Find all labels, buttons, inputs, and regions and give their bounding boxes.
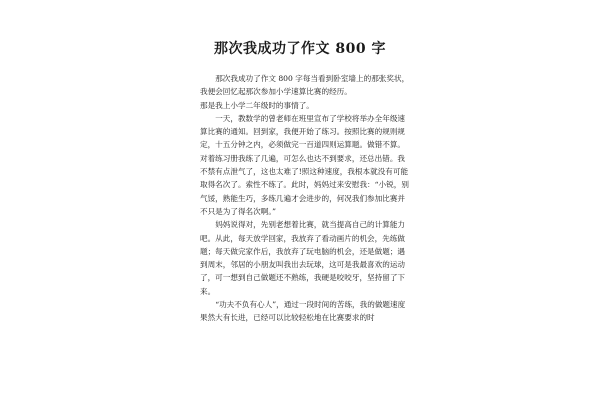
- paragraph: 妈妈说得对，先别老想着比赛，就当提高自己的计算能力吧。从此，每天放学回家，我放弃了看动画片的机会，先练做题；每天做完家作后，我放弃了玩电脑的机会，还是做题；遇到周末，邻居的小朋友叫我出去玩球，这可是我最喜欢的运动了，可一想到自己做题还不熟练，我硬是咬咬牙，坚持留了下来。: [200, 220, 406, 296]
- paragraph: 那是我上小学二年级时的事情了。: [200, 100, 314, 110]
- document-body: [200, 72, 410, 325]
- paragraph: “功夫不负有心人”，通过一段时间的苦练，我的做题速度果然大有长进，已经可以比较轻松地在比赛要求的时: [200, 300, 406, 323]
- paragraph: 一天，教数学的曾老师在班里宣布了学校将举办全年级速算比赛的通知。回到家，我便开始了练习。按照比赛的规则规定，十五分钟之内，必须做完一百道四则运算题。做错不算。对着练习册我练了几遍，可怎么也达不到要求，还总出错。我不禁有点泄气了，这也太难了!照这种速度，我根本就没有可能取得名次了。索性不练了。此时，妈妈过来安慰我：“小锐，别气馁，熟能生巧，多练几遍才会进步的，何况我们参加比赛并不只是为了得名次啊。”: [200, 113, 409, 216]
- paragraph: 那次我成功了作文 800 字每当看到卧室墙上的那张奖状，我便会回忆起那次参加小学速算比赛的经历。: [200, 74, 410, 97]
- document-title: 那次我成功了作文 800 字: [214, 41, 386, 57]
